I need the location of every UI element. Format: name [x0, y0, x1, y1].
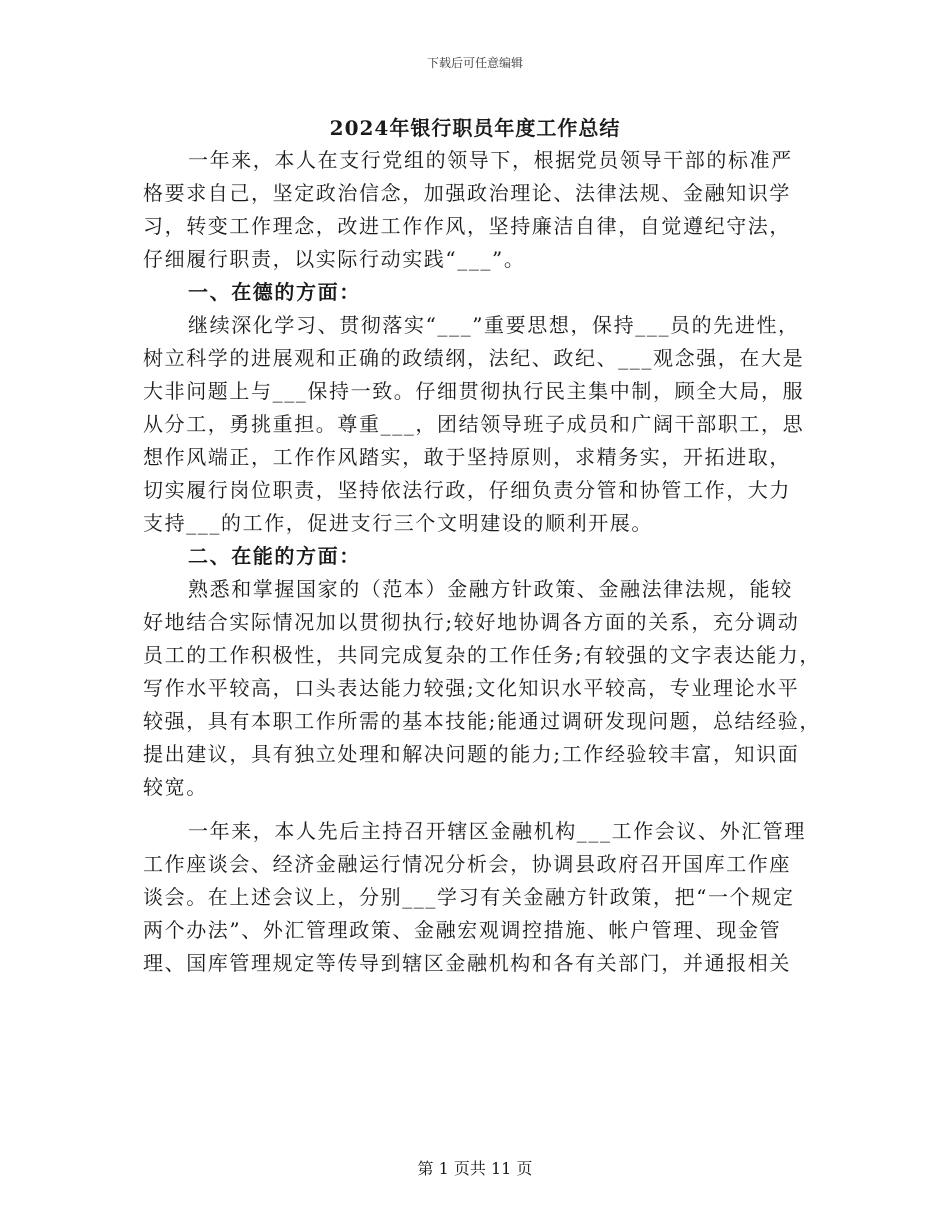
- paragraph-line: 支持___的工作，促进支行三个文明建设的顺利开展。: [143, 511, 653, 535]
- paragraph-line: 格要求自己，坚定政治信念，加强政治理论、法律法规、金融知识学: [143, 181, 791, 205]
- paragraph-line: 好地结合实际情况加以贯彻执行;较好地协调各方面的关系，充分调动: [143, 610, 800, 634]
- paragraph-line: 继续深化学习、贯彻落实“___”重要思想，保持___员的先进性，: [188, 313, 800, 337]
- section-heading-ability: 二、在能的方面：: [188, 544, 361, 568]
- paragraph-line: 从分工，勇挑重担。尊重___，团结领导班子成员和广阔干部职工，思: [143, 412, 805, 436]
- paragraph-line: 两个办法”、外汇管理政策、金融宏观调控措施、帐户管理、现金管: [143, 918, 782, 942]
- paragraph-line: 大非问题上与___保持一致。仔细贯彻执行民主集中制，顾全大局，服: [143, 379, 805, 403]
- paragraph-line: 习，转变工作理念，改进工作作风，坚持廉洁自律，自觉遵纪守法，: [143, 214, 791, 238]
- paragraph-gap: [143, 804, 815, 815]
- document-title: 2024年银行职员年度工作总结: [329, 116, 621, 140]
- paragraph-line: 较强，具有本职工作所需的基本技能;能通过调研发现问题，总结经验，: [143, 709, 821, 733]
- paragraph-line: 熟悉和掌握国家的（范本）金融方针政策、金融法律法规，能较: [188, 577, 793, 601]
- paragraph-line: 仔细履行职责，以实际行动实践“___”。: [143, 247, 526, 271]
- page-footer: 第 1 页共 11 页: [417, 1159, 533, 1178]
- paragraph-line: 较宽。: [143, 775, 208, 799]
- paragraph-line: 想作风端正，工作作风踏实，敢于坚持原则，求精务实，开拓进取，: [143, 445, 791, 469]
- section-heading-virtue: 一、在德的方面：: [188, 280, 361, 304]
- paragraph-line: 一年来，本人在支行党组的领导下，根据党员领导干部的标准严: [188, 148, 793, 172]
- paragraph-line: 谈会。在上述会议上，分别___学习有关金融方针政策，把“一个规定: [143, 885, 795, 909]
- paragraph-line: 一年来，本人先后主持召开辖区金融机构___工作会议、外汇管理: [188, 819, 806, 843]
- document-body: [143, 144, 821, 980]
- paragraph-line: 切实履行岗位职责，坚持依法行政，仔细负责分管和协管工作，大力: [143, 478, 791, 502]
- header-note: 下载后可任意编辑: [426, 56, 523, 70]
- paragraph-line: 员工的工作积极性，共同完成复杂的工作任务;有较强的文字表达能力，: [143, 643, 821, 667]
- paragraph-line: 写作水平较高，口头表达能力较强;文化知识水平较高，专业理论水平: [143, 676, 800, 700]
- paragraph-line: 理、国库管理规定等传导到辖区金融机构和各有关部门，并通报相关: [143, 951, 791, 975]
- paragraph-line: 树立科学的进展观和正确的政绩纲，法纪、政纪、___观念强，在大是: [143, 346, 805, 370]
- paragraph-line: 工作座谈会、经济金融运行情况分析会，协调县政府召开国库工作座: [143, 852, 791, 876]
- paragraph-line: 提出建议，具有独立处理和解决问题的能力;工作经验较丰富，知识面: [143, 742, 800, 766]
